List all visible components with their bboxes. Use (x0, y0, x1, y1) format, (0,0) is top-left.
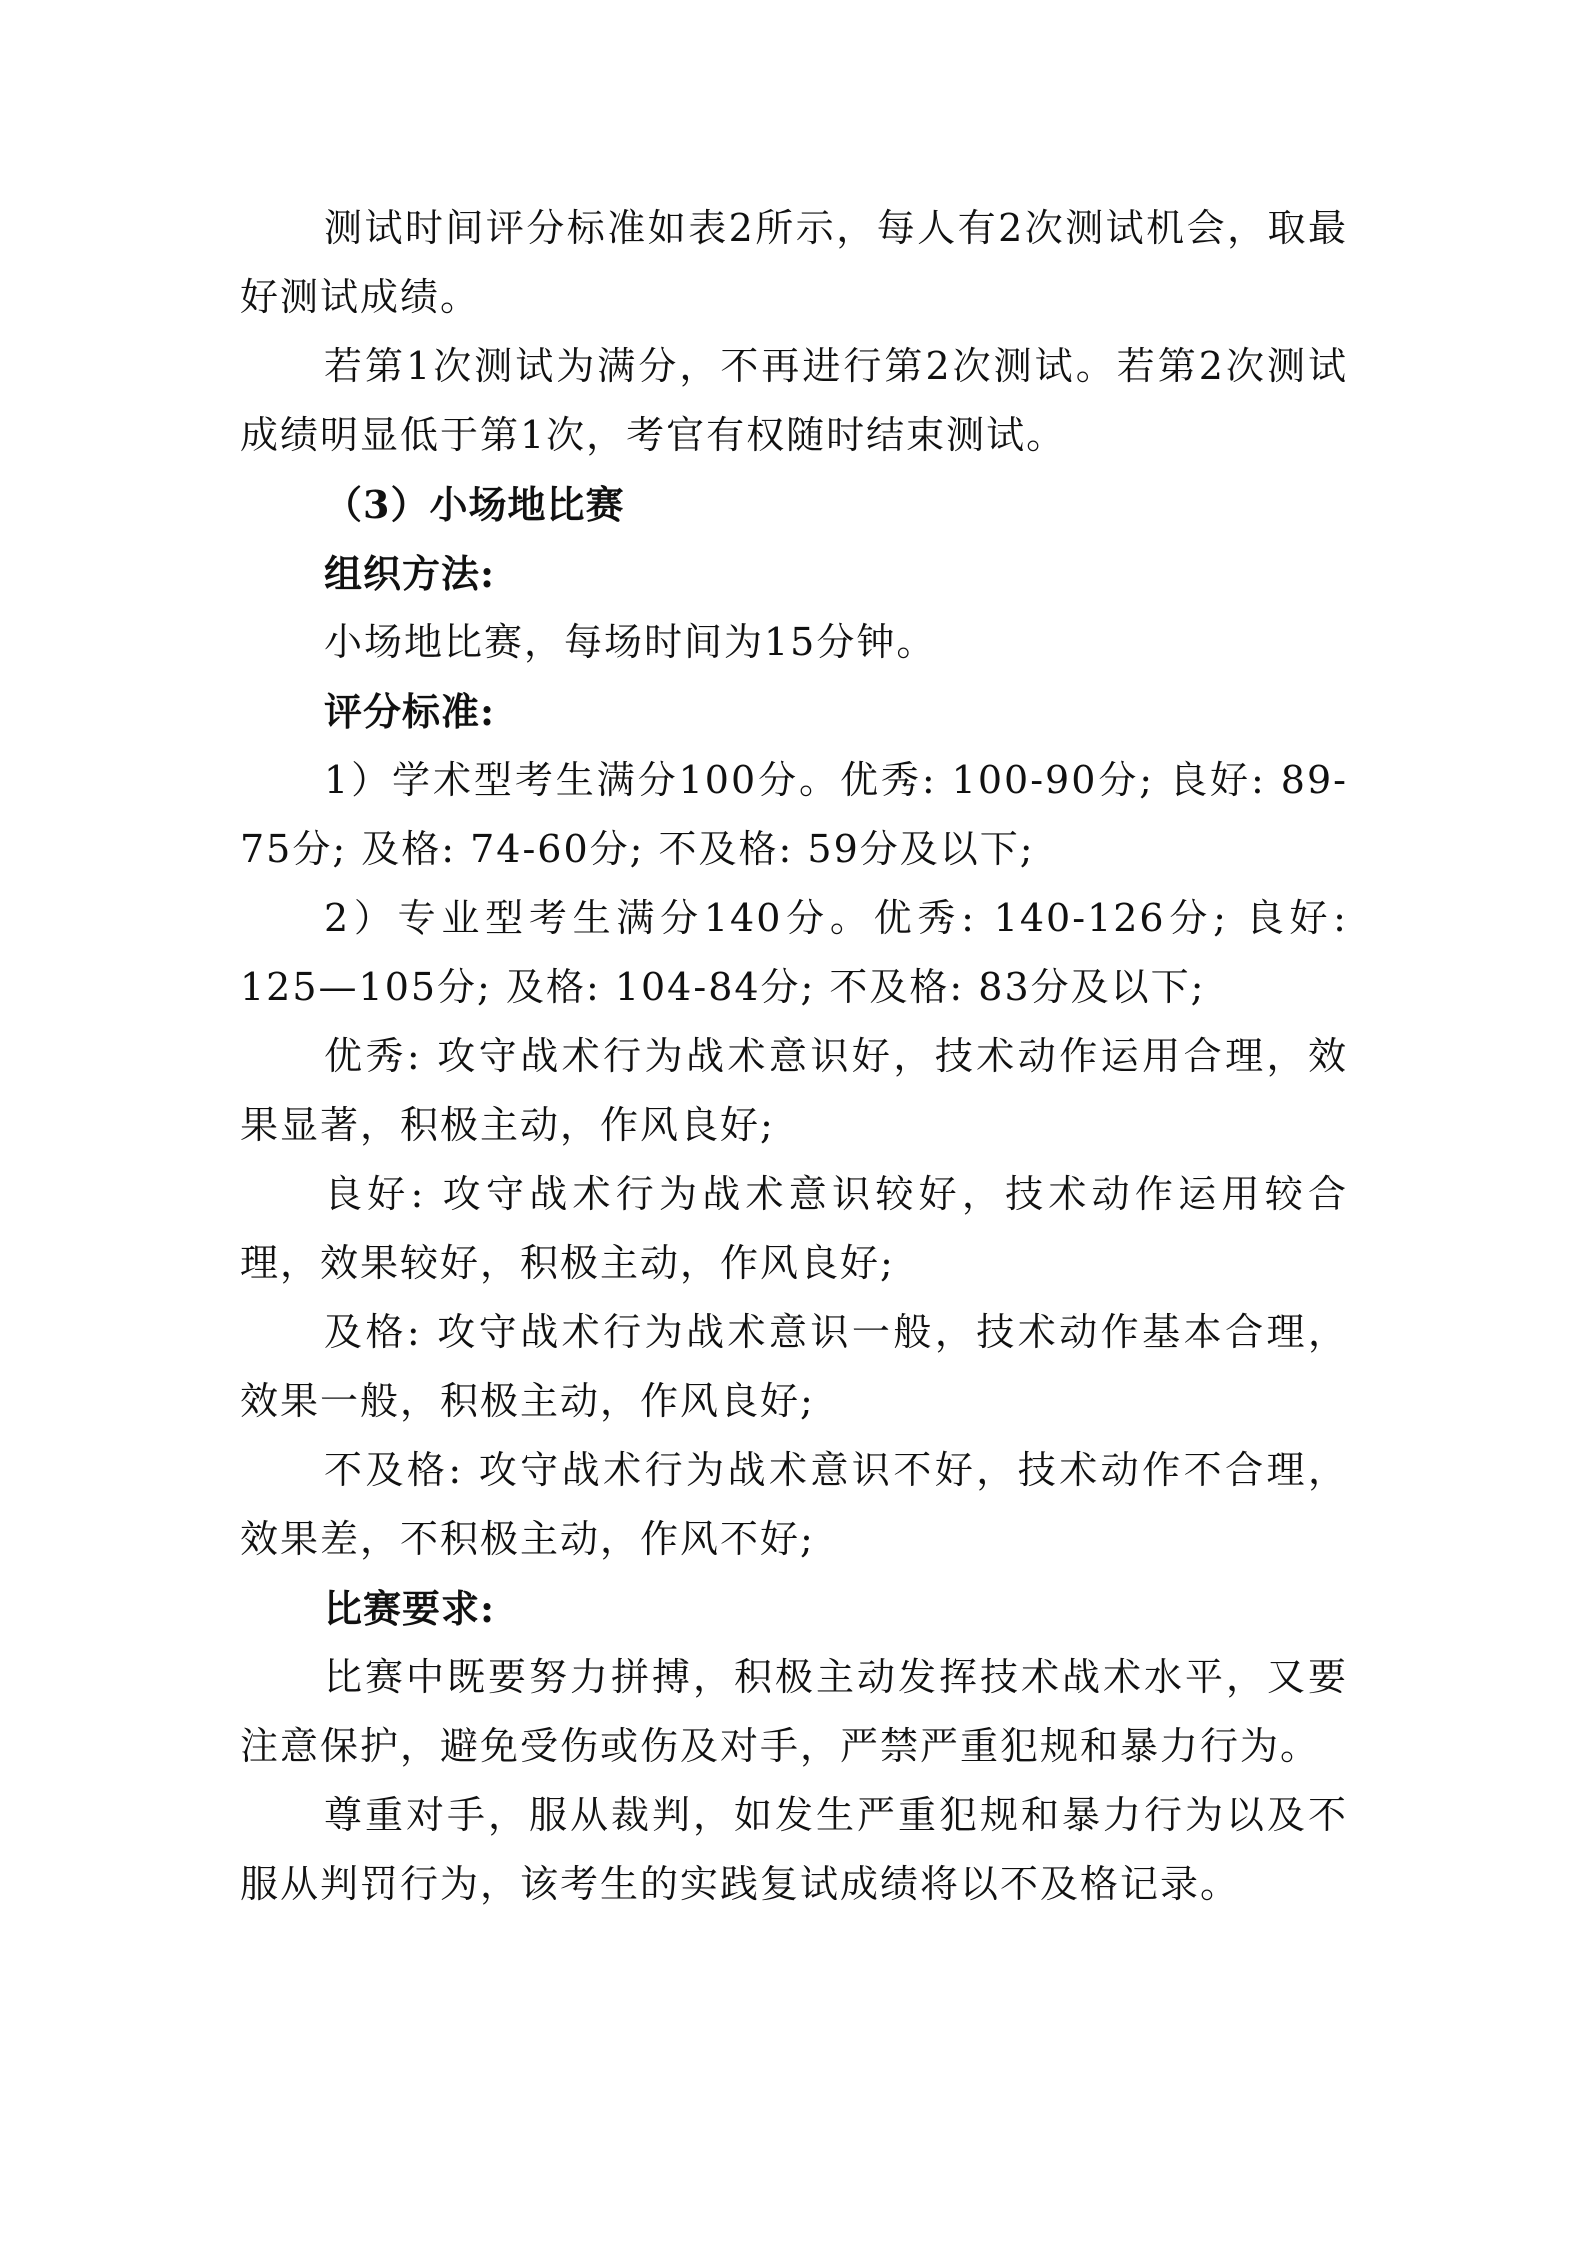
paragraph-fail-criteria: 不及格: 攻守战术行为战术意识不好，技术动作不合理，效果差，不积极主动，作风不好; (240, 1448, 1348, 1561)
label-organization-method: 组织方法: (324, 551, 496, 596)
document-body (240, 194, 1348, 1919)
paragraph-match-conduct: 比赛中既要努力拼搏，积极主动发挥技术战术水平，又要注意保护，避免受伤或伤及对手，严禁严重犯规和暴力行为。 (240, 1655, 1348, 1768)
label-match-requirements: 比赛要求: (324, 1586, 496, 1631)
paragraph-professional-scoring: 2）专业型考生满分140分。优秀: 140-126分; 良好: 125—105分; 及格: 104-84分; 不及格: 83分及以下; (240, 896, 1348, 1009)
label-scoring-criteria: 评分标准: (324, 689, 496, 734)
paragraph-match-duration: 小场地比赛，每场时间为15分钟。 (324, 620, 937, 664)
section-heading-small-field-match: （3）小场地比赛 (324, 482, 625, 527)
paragraph-excellent-criteria: 优秀: 攻守战术行为战术意识好，技术动作运用合理，效果显著，积极主动，作风良好; (240, 1034, 1348, 1147)
paragraph-test-time-scoring: 测试时间评分标准如表2所示，每人有2次测试机会，取最好测试成绩。 (240, 206, 1348, 319)
paragraph-pass-criteria: 及格: 攻守战术行为战术意识一般，技术动作基本合理，效果一般，积极主动，作风良好; (240, 1310, 1348, 1423)
paragraph-respect-referee: 尊重对手，服从裁判，如发生严重犯规和暴力行为以及不服从判罚行为，该考生的实践复试成绩将以不及格记录。 (240, 1793, 1348, 1906)
paragraph-academic-scoring: 1）学术型考生满分100分。优秀: 100-90分; 良好: 89-75分; 及格: 74-60分; 不及格: 59分及以下; (240, 758, 1348, 871)
paragraph-second-test-rule: 若第1次测试为满分，不再进行第2次测试。若第2次测试成绩明显低于第1次，考官有权随时结束测试。 (240, 344, 1348, 457)
paragraph-good-criteria: 良好: 攻守战术行为战术意识较好，技术动作运用较合理，效果较好，积极主动，作风良好; (240, 1172, 1348, 1285)
